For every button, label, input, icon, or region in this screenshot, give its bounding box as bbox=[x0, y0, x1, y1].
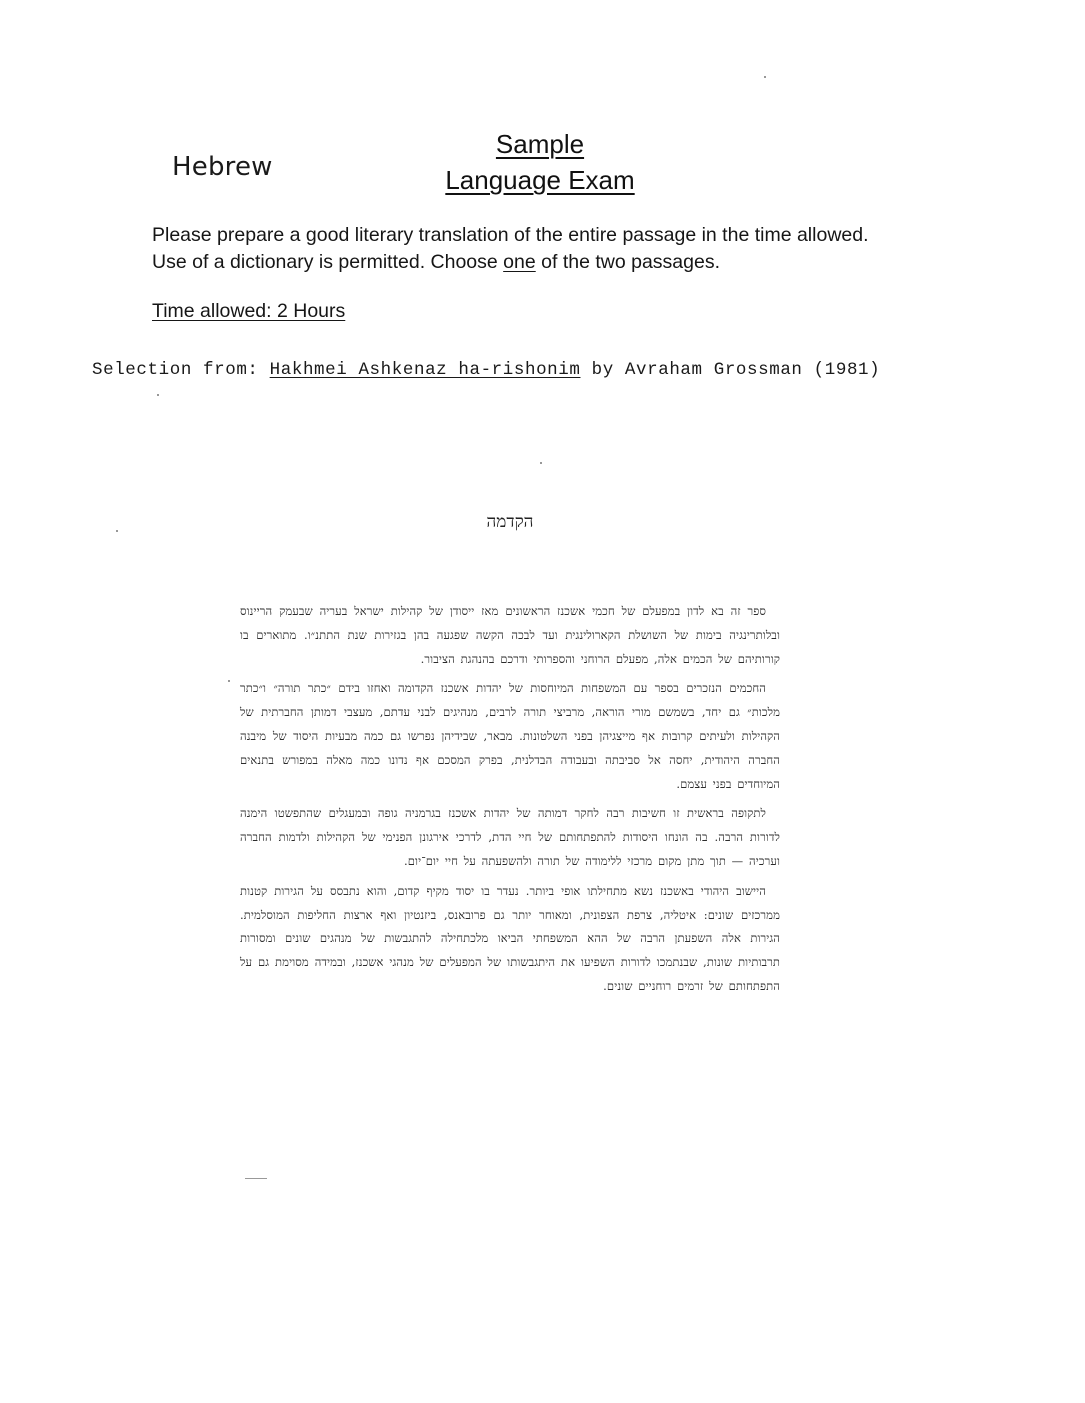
time-allowed: Time allowed: 2 Hours bbox=[152, 300, 346, 322]
passage-paragraph-2: החכמים הנזכרים בספר עם המשפחות המיוחסות של יהדות אשכנז הקדומה ואחזו בידם ״כתר תורה״ ו״כתר מלכות״ גם יחד, בשמשם מורי הוראה, מרביצי תורה לרבים, מנהיגים לבני עדתם, מעצבי דמותן החברתית של הקהילות ולעיתים קרובות אף מייצגיהן בפני השלטונות. מבאר, שבידיהן נפרשו גם כמה מבעיות היסוד של מיבנה החברה היהודית, יחסה אל סביבתה ובעבודה הבדלנית, בפרק המסכם אף נדונו כמה מאלה במפורש בתנאים המיוחדים בפני עצמם. bbox=[240, 681, 780, 791]
scan-dash bbox=[245, 1178, 267, 1179]
selection-author: by Avraham Grossman (1981) bbox=[580, 360, 881, 380]
exam-title bbox=[380, 126, 700, 198]
instructions-line-2 bbox=[152, 249, 1052, 276]
title-line-language-exam: Language Exam bbox=[445, 165, 635, 195]
scan-speck bbox=[764, 76, 766, 78]
scan-speck bbox=[540, 462, 542, 464]
instructions-line-2-start: Use of a dictionary is permitted. Choose bbox=[152, 251, 504, 273]
passage-paragraph-1: ספר זה בא לדון במפעלם של חכמי אשכנז הראשונים מאז ייסודן של קהילות ישראל בעריה שבעמק הריינוס ובלותרינגיה בימות של השושלת הקארולינגית ועד לבכה הקשה שפגעה בהן בגזירות שנת התתנ״ו. מתוארים בו קורותיהם של הכמים אלה, מפעלם הרוחני והספרותי ודרכם בהנהגת הציבור. bbox=[240, 604, 780, 666]
book-title: Hakhmei Ashkenaz ha-rishonim bbox=[269, 360, 581, 380]
hebrew-passage bbox=[240, 600, 780, 999]
passage-heading: הקדמה bbox=[486, 512, 534, 532]
scan-speck bbox=[157, 394, 159, 396]
selection-prefix: Selection from: bbox=[92, 360, 270, 380]
instructions-emphasis: one bbox=[503, 251, 536, 273]
title-line-sample: Sample bbox=[495, 129, 585, 159]
scan-speck bbox=[228, 680, 230, 682]
passage-paragraph-3: לתקופה בראשית זו חשיבות רבה לחקר דמותה של יהדות אשכנז בגרמניה גופה ובמעגלים שהתפשטו הימנה לדורות הרבה. בה הונחו היסודות להתפתחותם של חיי הדת, לדרכי אירגונן הפנימי של הקהילות ולדמות החברה וערכיה — תוך מתן מקום מרכזי ללימודה של תורה ולהשפעתה על חיי יום־יום. bbox=[240, 806, 780, 868]
instructions-line-1: Please prepare a good literary translation of the entire passage in the time allowed. bbox=[152, 224, 869, 246]
subject-label: Hebrew bbox=[172, 152, 273, 182]
instructions-line-2-end: of the two passages. bbox=[535, 251, 720, 273]
selection-source bbox=[92, 360, 1052, 380]
scan-speck bbox=[116, 530, 118, 532]
passage-paragraph-4: היישוב היהודי באשכנז נשא מתחילתו אופי ביותר. נעדר בו יסוד מקיף קדום, והוא נתבסס על הגירות קטנות ממרכזים שונים: איטליה, צרפת הצפונית, ומאוחר יותר גם פרובאנס, ביזנטיון ואף ארצות החליפות המוסלמית. הגירות אלה השפעתן הרבה של ההא המשפחתי הביאו מלכתחילה להתגבשות של מנהגים שונים ומסורות תרבותיות שונות, שבנתמכו לדורות השפיעו את היתגבשותו של המפעלים של מנהגי אשכנז, ובמידה מסוימת גם על התפתחותם של זרמים רוחניים שונים. bbox=[240, 883, 780, 993]
instructions bbox=[152, 222, 1052, 276]
